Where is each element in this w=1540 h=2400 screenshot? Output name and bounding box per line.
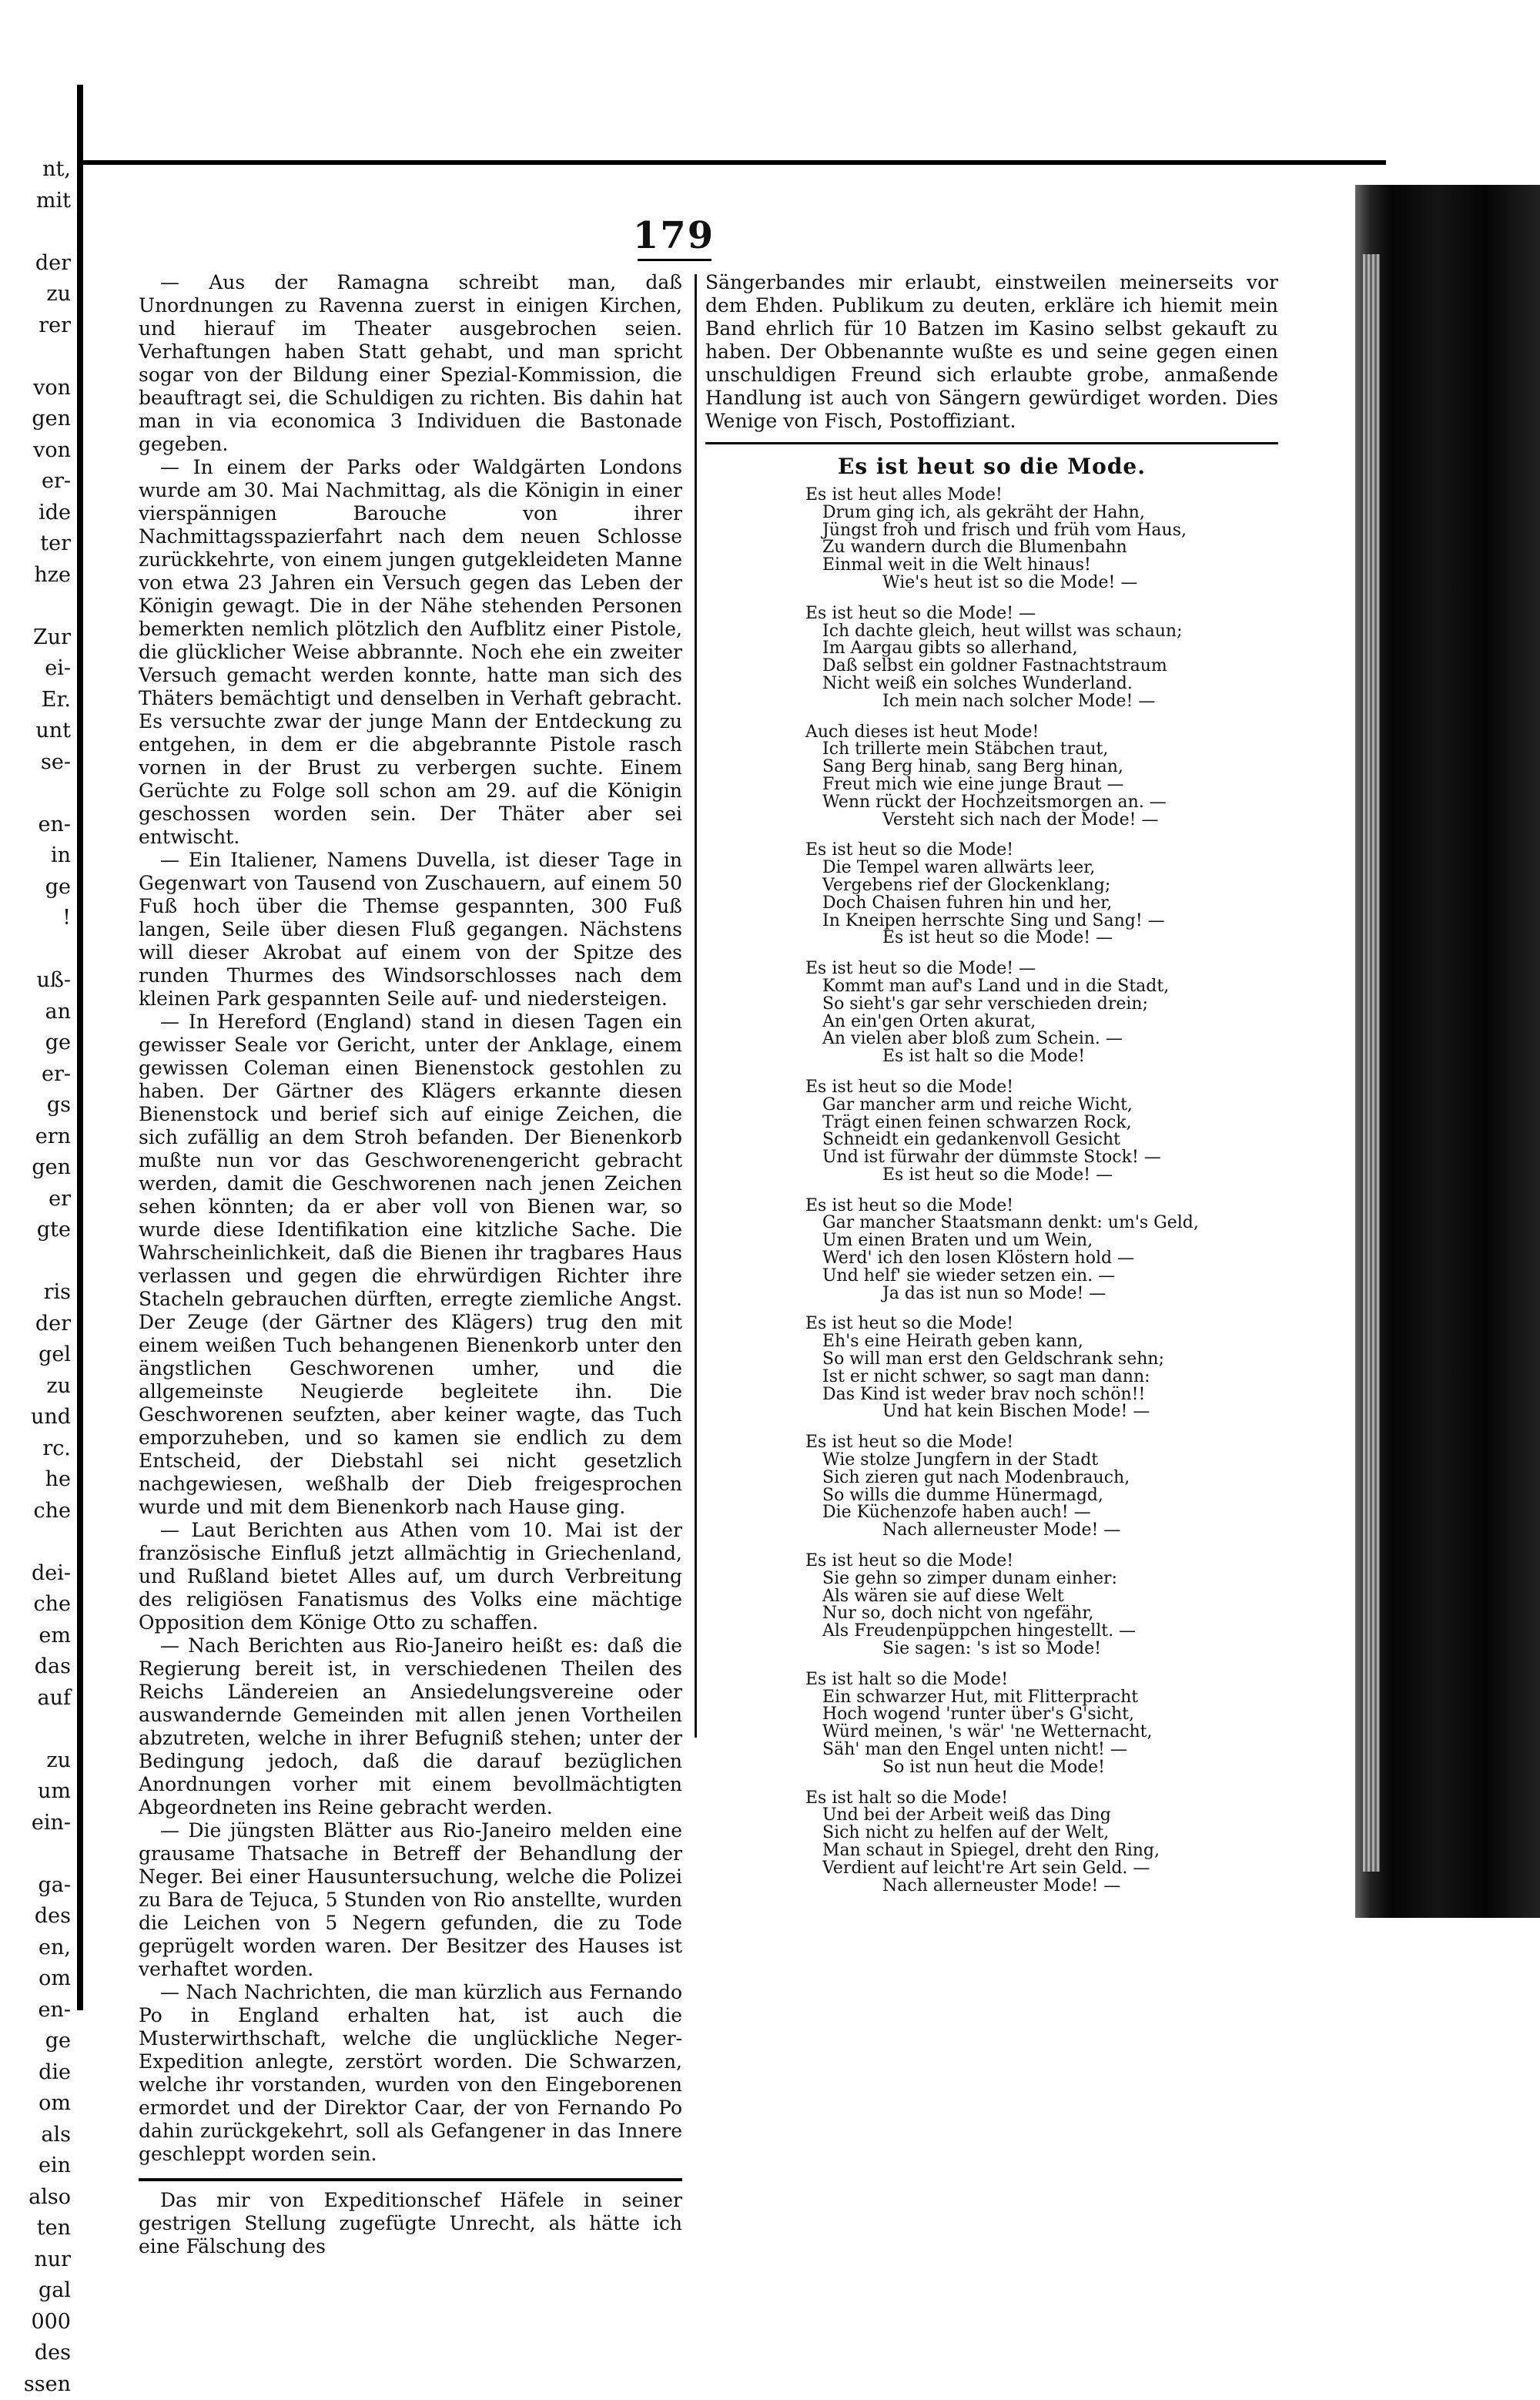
margin-fragment: dei- <box>0 1558 74 1590</box>
margin-fragment: gte <box>0 1215 74 1246</box>
poem-refrain: Nach allerneuster Mode! — <box>705 1522 1278 1540</box>
poem-line: Gar mancher arm und reiche Wicht, <box>705 1097 1278 1115</box>
poem-line: Man schaut in Spiegel, dreht den Ring, <box>705 1842 1278 1860</box>
poem-stanza <box>705 724 1278 830</box>
poem-line: Es ist heut so die Mode! <box>705 1198 1278 1215</box>
poem-line: Zu wandern durch die Blumenbahn <box>705 539 1278 557</box>
gutter-rule <box>77 85 83 2010</box>
margin-fragment: gal <box>0 2275 74 2307</box>
poem-line: An vielen aber bloß zum Schein. — <box>705 1031 1278 1048</box>
poem-line: Drum ging ich, als gekräht der Hahn, <box>705 504 1278 522</box>
poem-line: Es ist heut so die Mode! — <box>705 960 1278 978</box>
news-paragraph: — Die jüngsten Blätter aus Rio-Janeiro melden eine grausame Thatsache in Betreff der Behandlung der Neger. Bei einer Hausuntersuchung, welche die Polizei zu Bara de Tejuca, 5 Stunden von Rio anstellte, wurden die Leichen von 5 Negern gefunden, die zu Tode geprügelt worden waren. Der Besitzer des Hauses ist verhaftet worden. <box>139 1819 682 1981</box>
margin-fragment: en, <box>0 1932 74 1964</box>
margin-fragment <box>0 341 74 373</box>
poem-line: Um einen Braten und um Wein, <box>705 1232 1278 1250</box>
margin-fragment: ge <box>0 872 74 903</box>
poem-refrain: Es ist halt so die Mode! <box>705 1048 1278 1066</box>
poem-line: Es ist heut so die Mode! — <box>705 605 1278 623</box>
poem-title: Es ist heut so die Mode. <box>705 454 1278 479</box>
poem-line: Hoch wogend 'runter über's G'sicht, <box>705 1706 1278 1724</box>
margin-fragment: rc. <box>0 1433 74 1465</box>
news-paragraph: — Nach Berichten aus Rio-Janeiro heißt es: daß die Regierung bereit ist, in verschiedenen Theilen des Reichs Ländereien an Ansiedelungsvereine oder auswandernde Gemeinden mit allen jenen Vortheilen abzutreten, welche in ihrer Befugniß stehen; unter der Bedingung jedoch, daß die darauf bezüglichen Anordnungen vorher mit einem bevollmächtigten Abgeordneten ins Reine gebracht werden. <box>139 1634 682 1819</box>
poem-line: Trägt einen feinen schwarzen Rock, <box>705 1115 1278 1132</box>
poem-line: Es ist heut alles Mode! <box>705 487 1278 504</box>
poem-line: Vergebens rief der Glockenklang; <box>705 877 1278 895</box>
margin-fragment: ssen <box>0 2369 74 2400</box>
margin-fragment: nt, <box>0 154 74 186</box>
margin-fragment: in <box>0 840 74 872</box>
poem-line: Gar mancher Staatsmann denkt: um's Geld, <box>705 1215 1278 1232</box>
poem-line: In Kneipen herrschte Sing und Sang! — <box>705 913 1278 930</box>
margin-fragment: um <box>0 1776 74 1808</box>
poem-refrain: Es ist heut so die Mode! — <box>705 1167 1278 1185</box>
news-paragraph: — In Hereford (England) stand in diesen Tagen ein gewisser Seale vor Gericht, unter der Anklage, einem gewissen Coleman einen Bienenstock gestohlen zu haben. Der Gärtner des Klägers erkannte diesen Bienenstock und berief sich auf einige Zeichen, die sich zufällig an dem Stroh befanden. Der Bienenkorb mußte nun vor das Geschworenengericht gebracht werden, damit die Geschworenen nach jenen Zeichen sehen könnten; da er aber voll von Bienen war, so wurde diese Identifikation eine kitzliche Sache. Die Wahrscheinlichkeit, daß die Bienen ihr tragbares Haus verlassen und gegen die ehrwürdigen Richter ihre Stacheln gebrauchen dürften, erregte ziemliche Angst. Der Zeuge (der Gärtner des Klägers) trug den mit einem weißen Tuch behangenen Bienenkorb unter den ängstlichen Geschworenen umher, und die allgemeinste Neugierde begleitete ihn. Die Geschworenen seufzten, aber keiner wagte, das Tuch emporzuheben, und so kamen sie endlich zu dem Entscheid, der Diebstahl sei nicht gesetzlich nachgewiesen, weßhalb der Dieb freigesprochen wurde und mit dem Bienenkorb nach Hause ging. <box>139 1011 682 1519</box>
margin-fragment: Er. <box>0 685 74 716</box>
margin-fragment <box>0 591 74 622</box>
column-divider <box>695 274 697 1738</box>
poem-refrain: Ich mein nach solcher Mode! — <box>705 693 1278 711</box>
adjacent-page-margin <box>0 154 74 1733</box>
poem-line: Es ist heut so die Mode! <box>705 1316 1278 1333</box>
poem-separator <box>705 442 1278 444</box>
margin-fragment: nur <box>0 2244 74 2276</box>
poem-stanza <box>705 1198 1278 1303</box>
poem-line: Freut mich wie eine junge Braut — <box>705 776 1278 794</box>
margin-fragment: rer <box>0 310 74 342</box>
news-paragraph: — Laut Berichten aus Athen vom 10. Mai ist der französische Einfluß jetzt allmächtig in Griechenland, und Rußland bietet Alles auf, um durch Verbreitung des religiösen Fanatismus des Volks eine mächtige Opposition dem Könige Otto zu schaffen. <box>139 1519 682 1634</box>
poem-line: Das Kind ist weder brav noch schön!! <box>705 1386 1278 1404</box>
margin-fragment: ga- <box>0 1870 74 1902</box>
poem-line: Schneidt ein gedankenvoll Gesicht <box>705 1131 1278 1149</box>
margin-fragment: des <box>0 2338 74 2369</box>
poem-line: Als Freudenpüppchen hingestellt. — <box>705 1623 1278 1641</box>
margin-fragment: der <box>0 1309 74 1340</box>
poem-stanza <box>705 605 1278 711</box>
book-edge-pages <box>1363 254 1380 1872</box>
margin-fragment: an <box>0 997 74 1028</box>
margin-fragment <box>0 216 74 248</box>
poem-line: Und bei der Arbeit weiß das Ding <box>705 1807 1278 1825</box>
margin-fragment: von <box>0 435 74 467</box>
margin-fragment: und <box>0 1402 74 1433</box>
margin-fragment: om <box>0 1963 74 1995</box>
news-paragraph: — In einem der Parks oder Waldgärten Londons wurde am 30. Mai Nachmittag, als die Königin in einer vierspännigen Barouche von ihrer Nachmittagsspazierfahrt nach dem neuen Schlosse zurückkehrte, von einem jungen gutgekleideten Manne von etwa 23 Jahren ein Versuch gegen das Leben der Königin gewagt. Die in der Nähe stehenden Personen bemerkten nemlich plötzlich den Aufblitz einer Pistole, die glücklicher Weise abbrannte. Noch ehe ein zweiter Versuch gemacht werden konnte, hatte man sich des Thäters bemächtigt und denselben in Verhaft gebracht. Es versuchte zwar der junge Mann der Entdeckung zu entgehen, in dem er die abgebrannte Pistole rasch vornen in der Brust zu verbergen suchte. Einem Gerüchte zu Folge soll schon am 29. auf die Königin geschossen worden sein. Der Thäter aber sei entwischt. <box>139 456 682 849</box>
margin-fragment: ge <box>0 2026 74 2057</box>
margin-fragment: also <box>0 2182 74 2214</box>
margin-fragment: die <box>0 2057 74 2089</box>
poem-line: So sieht's gar sehr verschieden drein; <box>705 996 1278 1014</box>
margin-fragment: ge <box>0 1027 74 1059</box>
poem-line: Sich zieren gut nach Modenbrauch, <box>705 1470 1278 1487</box>
margin-fragment <box>0 1714 74 1745</box>
poem-stanza <box>705 842 1278 947</box>
poem-line: Einmal weit in die Welt hinaus! <box>705 557 1278 575</box>
margin-fragment <box>0 778 74 809</box>
poem-line: Die Küchenzofe haben auch! — <box>705 1504 1278 1522</box>
poem-line: Und helf' sie wieder setzen ein. — <box>705 1268 1278 1285</box>
poem-line: Nicht weiß ein solches Wunderland. <box>705 675 1278 693</box>
margin-fragment: ein- <box>0 1808 74 1839</box>
news-paragraph: — Nach Nachrichten, die man kürzlich aus Fernando Po in England erhalten hat, ist auch die Musterwirthschaft, welche die unglückliche Neger-Expedition anlegte, zerstört worden. Die Schwarzen, welche ihr vorstanden, wurden von den Eingeborenen ermordet und der Direktor Caar, der von Fernando Po dahin zurückgekehrt, soll als Gefangener in das Innere geschleppt worden sein. <box>139 1981 682 2166</box>
poem-line: So wills die dumme Hünermagd, <box>705 1487 1278 1505</box>
margin-fragment: unt <box>0 716 74 747</box>
poem-stanza <box>705 1553 1278 1658</box>
margin-fragment: ris <box>0 1277 74 1309</box>
margin-fragment: er- <box>0 466 74 498</box>
news-paragraph: — Aus der Ramagna schreibt man, daß Unordnungen zu Ravenna zuerst in einigen Kirchen, und hierauf im Theater ausgebrochen seien. Verhaftungen haben Statt gehabt, und man spricht sogar von der Bildung einer Spezial-Kommission, die beauftragt sei, die Schuldigen zu richten. Bis dahin hat man in via economica 3 Individuen die Bastonade gegeben. <box>139 271 682 456</box>
margin-fragment: gen <box>0 1152 74 1184</box>
book-edge <box>1355 185 1540 1918</box>
margin-fragment <box>0 1246 74 1278</box>
margin-fragment: gel <box>0 1339 74 1371</box>
poem-line: Ich trillerte mein Stäbchen traut, <box>705 741 1278 759</box>
margin-fragment: des <box>0 1901 74 1932</box>
poem-line: Wie stolze Jungfern in der Stadt <box>705 1452 1278 1470</box>
margin-fragment: er- <box>0 1059 74 1091</box>
poem-stanza <box>705 1434 1278 1540</box>
margin-fragment: Zur <box>0 622 74 654</box>
margin-fragment <box>0 934 74 966</box>
poem-line: Nur so, doch nicht von ngefähr, <box>705 1605 1278 1623</box>
poem-stanza <box>705 1316 1278 1421</box>
poem-line: Ich dachte gleich, heut willst was schaun; <box>705 623 1278 641</box>
poem-line: Säh' man den Engel unten nicht! — <box>705 1741 1278 1759</box>
margin-fragment: von <box>0 373 74 404</box>
margin-fragment: das <box>0 1651 74 1683</box>
poem-line: Doch Chaisen fuhren hin und her, <box>705 895 1278 913</box>
poem-refrain: Versteht sich nach der Mode! — <box>705 812 1278 830</box>
left-column <box>139 271 682 2258</box>
header-rule <box>77 160 1386 165</box>
poem-stanza <box>705 487 1278 592</box>
poem-line: Auch dieses ist heut Mode! <box>705 724 1278 742</box>
margin-fragment: hze <box>0 560 74 592</box>
margin-fragment <box>0 1527 74 1558</box>
poem-refrain: So ist nun heut die Mode! <box>705 1759 1278 1777</box>
margin-fragment: zu <box>0 1745 74 1777</box>
margin-fragment: gen <box>0 404 74 435</box>
poem-line: Es ist heut so die Mode! <box>705 1079 1278 1097</box>
poem-line: Werd' ich den losen Klöstern hold — <box>705 1250 1278 1268</box>
margin-fragment: che <box>0 1496 74 1527</box>
poem-line: So will man erst den Geldschrank sehn; <box>705 1351 1278 1369</box>
margin-fragment: ! <box>0 903 74 934</box>
poem-line: Sich nicht zu helfen auf der Welt, <box>705 1825 1278 1842</box>
poem-refrain: Nach allerneuster Mode! — <box>705 1878 1278 1896</box>
news-paragraph: — Ein Italiener, Namens Duvella, ist dieser Tage in Gegenwart von Tausend von Zuschauern, auf einem 50 Fuß hoch über die Themse gespannten, 300 Fuß langen, Seile über diesen Fluß gegangen. Nächstens will dieser Akrobat auf einem von der Spitze des runden Thurmes des Windsorschlosses nach dem kleinen Park gespannten Seile auf- und niedersteigen. <box>139 849 682 1011</box>
poem-line: An ein'gen Orten akurat, <box>705 1014 1278 1031</box>
notice-separator <box>139 2178 682 2181</box>
margin-fragment: en- <box>0 1995 74 2026</box>
poem-line: Und ist fürwahr der dümmste Stock! — <box>705 1149 1278 1167</box>
margin-fragment: ten <box>0 2213 74 2244</box>
poem-line: Daß selbst ein goldner Fastnachtstraum <box>705 658 1278 675</box>
right-column <box>705 271 1278 1908</box>
margin-fragment: en- <box>0 809 74 841</box>
margin-fragment: em <box>0 1621 74 1652</box>
margin-fragment: om <box>0 2088 74 2120</box>
poem-line: Im Aargau gibts so allerhand, <box>705 640 1278 658</box>
poem-refrain: Sie sagen: 's ist so Mode! <box>705 1641 1278 1658</box>
margin-fragment: ter <box>0 528 74 560</box>
poem-line: Eh's eine Heirath geben kann, <box>705 1333 1278 1351</box>
margin-fragment: ern <box>0 1121 74 1153</box>
margin-fragment: er <box>0 1184 74 1215</box>
poem-line: Ein schwarzer Hut, mit Flitterpracht <box>705 1689 1278 1707</box>
poem-line: Würd meinen, 's wär' 'ne Wetternacht, <box>705 1724 1278 1741</box>
page-number-rule <box>638 259 711 261</box>
margin-fragment: che <box>0 1589 74 1621</box>
poem-stanza <box>705 1671 1278 1777</box>
poem-line: Es ist halt so die Mode! <box>705 1790 1278 1808</box>
margin-fragment <box>0 1839 74 1870</box>
poem-line: Es ist heut so die Mode! <box>705 1434 1278 1452</box>
poem-line: Es ist heut so die Mode! <box>705 1553 1278 1570</box>
poem-line: Verdient auf leicht're Art sein Geld. — <box>705 1860 1278 1878</box>
margin-fragment: mit <box>0 186 74 217</box>
poem-refrain: Es ist heut so die Mode! — <box>705 930 1278 947</box>
notice-continued: Sängerbandes mir erlaubt, einstweilen meinerseits vor dem Ehden. Publikum zu deuten, erkläre ich hiemit mein Band ehrlich für 10 Batzen im Kasino selbst gekauft zu haben. Der Obbenannte wußte es und seine gegen einen unschuldigen Freund sich erlaubte grobe, anmaßende Handlung ist auch von Sängern gewürdiget worden. Dies Wenige von Fisch, Postoffiziant. <box>705 271 1278 433</box>
poem-line: Sie gehn so zimper dunam einher: <box>705 1570 1278 1588</box>
poem-stanza <box>705 1079 1278 1185</box>
margin-fragment: zu <box>0 279 74 310</box>
poem-line: Als wären sie auf diese Welt <box>705 1588 1278 1606</box>
margin-fragment: als <box>0 2120 74 2151</box>
margin-fragment: ei- <box>0 653 74 685</box>
margin-fragment: der <box>0 248 74 280</box>
margin-fragment: uß- <box>0 965 74 997</box>
poem-refrain: Und hat kein Bischen Mode! — <box>705 1403 1278 1421</box>
poem-line: Kommt man auf's Land und in die Stadt, <box>705 978 1278 996</box>
poem-refrain: Ja das ist nun so Mode! — <box>705 1285 1278 1303</box>
margin-fragment: ein <box>0 2150 74 2182</box>
margin-fragment: auf <box>0 1683 74 1715</box>
margin-fragment: 000 <box>0 2307 74 2338</box>
poem-line: Es ist halt so die Mode! <box>705 1671 1278 1689</box>
margin-fragment: he <box>0 1464 74 1496</box>
poem-line: Wenn rückt der Hochzeitsmorgen an. — <box>705 794 1278 812</box>
poem-stanza <box>705 1790 1278 1896</box>
poem-line: Ist er nicht schwer, so sagt man dann: <box>705 1369 1278 1386</box>
margin-fragment: ide <box>0 498 74 529</box>
poem-body <box>705 487 1278 1895</box>
margin-fragment: zu <box>0 1371 74 1403</box>
poem-line: Jüngst froh und frisch und früh vom Haus, <box>705 522 1278 540</box>
page-number: 179 <box>631 214 716 257</box>
margin-fragment: se- <box>0 747 74 779</box>
poem-line: Es ist heut so die Mode! <box>705 842 1278 860</box>
poem-stanza <box>705 960 1278 1066</box>
poem-refrain: Wie's heut ist so die Mode! — <box>705 575 1278 592</box>
notice-paragraph: Das mir von Expeditionschef Häfele in seiner gestrigen Stellung zugefügte Unrecht, als hätte ich eine Fälschung des <box>139 2189 682 2258</box>
margin-fragment: gs <box>0 1090 74 1121</box>
poem-line: Sang Berg hinab, sang Berg hinan, <box>705 759 1278 776</box>
poem-line: Die Tempel waren allwärts leer, <box>705 860 1278 877</box>
